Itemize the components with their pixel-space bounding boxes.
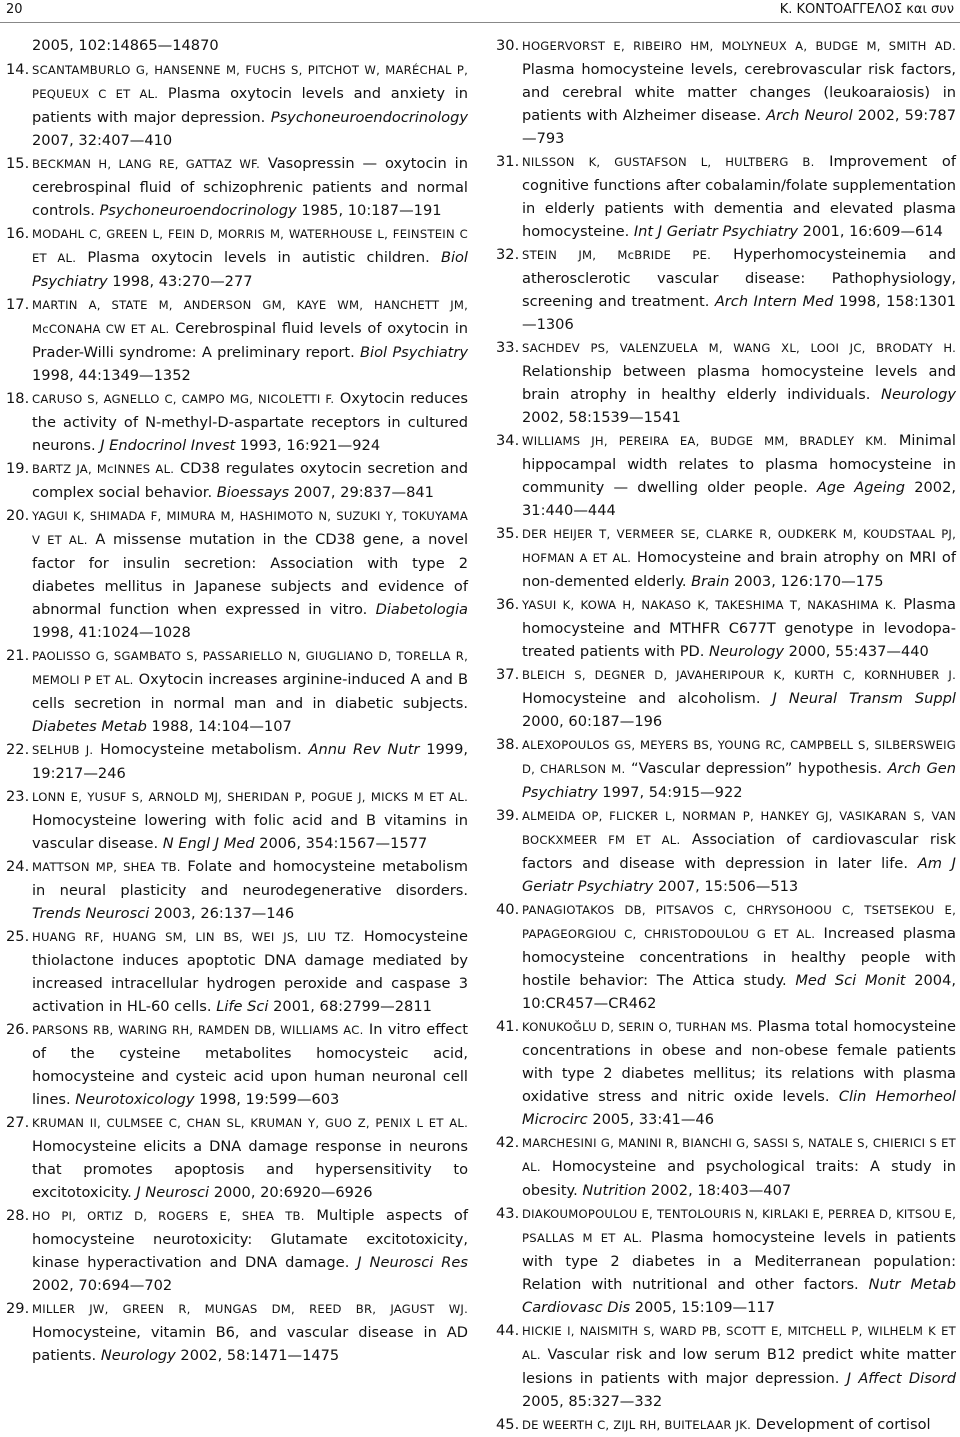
reference-authors: DER HEIJER T, VERMEER SE, CLARKE R, OUDKERK M, KOUDSTAAL PJ, HOFMAN A ET AL. [522,527,956,565]
reference-item [496,593,956,663]
reference-item [6,222,468,293]
reference-authors: DIAKOUMOPOULOU E, TENTOLOURIS N, KIRLAKI E, PERREA D, KITSOU E, PSALLAS M ET AL. [522,1207,956,1245]
reference-journal: Diabetologia [375,601,468,618]
reference-item [6,504,468,644]
reference-journal: J Endocrinol Invest [100,437,236,454]
reference-item [6,785,468,855]
reference-title: Hyperhomocysteinemia and atherosclerotic vascular disease: Pathophysiology, screening and treatment. [522,246,956,310]
reference-authors: YASUI K, KOWA H, NAKASO K, TAKESHIMA T, NAKASHIMA K. [522,598,897,612]
reference-title: Plasma total homocysteine concentrations in obese and non-obese female patients with type 2 diabetes mellitus; its relations with plasma oxidative stress and nitric oxide levels. [522,1018,957,1105]
reference-number: 24. [6,858,30,875]
reference-text [32,387,468,457]
reference-citation: 2003, 26:137—146 [149,905,295,922]
reference-journal: Biol Psychiatry [32,249,468,290]
reference-authors: BARTZ JA, McINNES AL. [32,462,175,476]
reference-authors: DE WEERTH C, ZIJL RH, BUITELAAR JK. [522,1418,752,1432]
reference-journal: Med Sci Monit [795,972,906,989]
reference-number: 31. [496,153,520,170]
reference-number: 21. [6,647,30,664]
reference-title: Oxytocin increases arginine-induced A and B cells secretion in normal man and in diabetic subjects. [32,671,468,712]
reference-text [32,925,468,1018]
reference-journal: J Affect Disord [846,1370,956,1387]
reference-authors: CARUSO S, AGNELLO C, CAMPO MG, NICOLETTI F. [32,392,335,406]
reference-citation: 2000, 20:6920—6926 [209,1184,373,1201]
reference-text [32,1204,468,1297]
reference-number: 20. [6,507,30,524]
reference-citation: 2007, 15:506—513 [653,878,799,895]
reference-text [32,644,468,738]
reference-title: Folate and homocysteine metabolism in neural plasticity and neurodegenerative disorders. [32,858,468,899]
reference-number: 43. [496,1205,520,1222]
reference-authors: HUANG RF, HUANG SM, LIN BS, WEI JS, LIU TZ. [32,930,355,944]
reference-item [496,336,956,429]
reference-title: Relationship between plasma homocysteine levels and brain atrophy in healthy elderly individuals. [522,363,956,403]
reference-text [32,855,468,925]
reference-number: 34. [496,432,520,449]
reference-authors: MARTIN A, STATE M, ANDERSON GM, KAYE WM, HANCHETT JM, McCONAHA CW ET AL. [32,298,468,336]
reference-authors: PAOLISSO G, SGAMBATO S, PASSARIELLO N, GIUGLIANO D, TORELLA R, MEMOLI P ET AL. [32,649,468,687]
reference-item [496,898,956,1015]
reference-title: Homocysteine and psychological traits: A study in obesity. [522,1158,956,1199]
reference-number: 15. [6,155,30,172]
reference-text [522,150,956,243]
reference-title: Plasma homocysteine levels in patients with type 2 diabetes in a Mediterranean population: Relation with nutritional and other factors. [522,1229,956,1293]
reference-title: Vascular risk and low serum B12 predict white matter lesions in patients with major depression. [522,1346,956,1387]
reference-title: A missense mutation in the CD38 gene, a novel factor for insulin secretion: Association with type 2 diabetes mellitus in Japanese subjects and evidence of abnormal function when expressed in vitro. [32,531,469,618]
reference-journal: Psychoneuroendocrinology [270,109,468,126]
reference-text [522,733,956,804]
reference-text [32,1018,468,1111]
reference-title: Improvement of cognitive functions after cobalamin/folate supplementation in elderly patients with dementia and elevated plasma homocysteine. [522,153,956,240]
reference-citation: 2002, 59:787—793 [522,107,957,147]
reference-text [522,663,956,733]
reference-title: Homocysteine, vitamin B6, and vascular disease in AD patients. [32,1324,468,1364]
reference-journal: Life Sci [216,998,269,1015]
reference-title: Cerebrospinal fluid levels of oxytocin in Prader-Willi syndrome: A preliminary report. [32,320,469,361]
reference-item [496,1202,956,1319]
reference-citation: 2002, 18:403—407 [646,1182,792,1199]
reference-text [522,336,956,429]
reference-number: 38. [496,736,520,753]
reference-citation: 2005, 33:41—46 [587,1111,714,1128]
reference-number: 33. [496,339,520,356]
reference-title: Homocysteine and alcoholism. [522,690,773,707]
reference-number: 40. [496,901,520,918]
reference-authors: HICKIE I, NAISMITH S, WARD PB, SCOTT E, MITCHELL P, WILHELM K ET AL. [522,1324,956,1362]
reference-citation: 1988, 14:104—107 [146,718,292,735]
reference-text [522,243,956,336]
reference-citation: 1998, 41:1024—1028 [32,624,191,641]
reference-citation: 2000, 55:437—440 [784,643,929,660]
reference-title: Association of cardiovascular risk factors and disease with depression in later life. [522,831,956,872]
reference-journal: Am J Geriatr Psychiatry [522,855,956,895]
reference-item [6,1018,468,1111]
reference-number: 18. [6,390,30,407]
reference-number: 37. [496,666,520,683]
reference-title: Plasma homocysteine and MTHFR C677T genotype in levodopa-treated patients with PD. [522,596,956,660]
reference-item [6,925,468,1018]
reference-authors: PANAGIOTAKOS DB, PITSAVOS C, CHRYSOHOOU C, TSETSEKOU E, PAPAGEORGIOU C, CHRISTODOULOU G ET AL. [522,903,956,941]
reference-journal: J Neural Transm Suppl [772,690,956,707]
reference-title: “Vascular depression” hypothesis. [625,760,888,777]
reference-item [496,1413,956,1437]
reference-text [522,429,956,522]
reference-title: Homocysteine elicits a DNA damage response in neurons that promotes apoptosis and hypersensitivity to excitotoxicity. [32,1138,468,1201]
reference-authors: YAGUI K, SHIMADA F, MIMURA M, HASHIMOTO N, SUZUKI Y, TOKUYAMA V ET AL. [32,509,468,547]
reference-title: Minimal hippocampal width relates to plasma homocysteine in community — dwelling older people. [522,432,956,496]
reference-journal: Annu Rev Nutr [308,741,420,758]
reference-journal: Clin Hemorheol Microcirc [522,1088,956,1128]
reference-authors: MODAHL C, GREEN L, FEIN D, MORRIS M, WATERHOUSE L, FEINSTEIN C ET AL. [32,227,468,265]
reference-authors: STEIN JM, McBRIDE PE. [522,248,712,262]
reference-citation: 2000, 60:187—196 [522,713,663,730]
reference-journal: Arch Intern Med [714,293,834,310]
page-header [0,0,960,23]
reference-number: 26. [6,1021,30,1038]
reference-title: Homocysteine lowering with folic acid and B vitamins in vascular disease. [32,812,468,852]
reference-text [522,1015,956,1131]
reference-item [6,644,468,738]
reference-authors: SCANTAMBURLO G, HANSENNE M, FUCHS S, PITCHOT W, MARÉCHAL P, PEQUEUX C ET AL. [32,63,468,101]
reference-number: 16. [6,225,30,242]
reference-text [32,738,468,785]
reference-journal: Bioessays [216,484,290,501]
reference-citation: 2002, 58:1471—1475 [175,1347,340,1364]
reference-text [32,1297,468,1367]
reference-title: CD38 regulates oxytocin secretion and complex social behavior. [32,460,468,501]
reference-authors: NILSSON K, GUSTAFSON L, HULTBERG B. [522,155,815,169]
reference-journal: J Neurosci Res [357,1254,468,1271]
reference-item [6,1111,468,1204]
reference-number: 45. [496,1416,520,1433]
reference-number: 22. [6,741,30,758]
reference-journal: Diabetes Metab [32,718,147,735]
reference-title: Vasopressin — oxytocin in cerebrospinal fluid of schizophrenic patients and normal controls. [32,155,468,219]
reference-item [496,1015,956,1131]
reference-item [6,152,468,222]
reference-citation: 1993, 16:921—924 [235,437,381,454]
reference-text [522,1131,956,1202]
reference-journal: Neurology [100,1347,176,1364]
reference-title: Development of cortisol [751,1416,931,1433]
reference-text [32,293,468,387]
reference-title: Homocysteine thiolactone induces apoptotic DNA damage mediated by increased intracellular hydrogen peroxide and caspase 3 activation in HL-60 cells. [32,928,468,1015]
reference-title: Plasma oxytocin levels and anxiety in patients with major depression. [32,85,468,126]
reference-citation: 1999, 19:217—246 [32,741,468,782]
reference-number: 39. [496,807,520,824]
reference-text [32,785,468,855]
reference-authors: LONN E, YUSUF S, ARNOLD MJ, SHERIDAN P, POGUE J, MICKS M ET AL. [32,790,468,804]
reference-citation: 2002, 70:694—702 [32,1277,173,1294]
reference-item [496,150,956,243]
reference-journal: Age Ageing [816,479,906,496]
reference-citation: 2004, 10:CR457—CR462 [522,972,957,1012]
reference-title: Homocysteine and brain atrophy on MRI of non-demented elderly. [522,549,956,590]
reference-number: 36. [496,596,520,613]
reference-item [496,522,956,593]
reference-number: 19. [6,460,30,477]
reference-citation: 2001, 16:609—614 [798,223,943,240]
reference-authors: ALMEIDA OP, FLICKER L, NORMAN P, HANKEY GJ, VASIKARAN S, VAN BOCKXMEER FM ET AL. [522,809,956,847]
reference-text [32,34,468,58]
reference-authors: MILLER JW, GREEN R, MUNGAS DM, REED BR, JAGUST WJ. [32,1302,468,1316]
reference-journal: Psychoneuroendocrinology [99,202,297,219]
reference-journal: Biol Psychiatry [360,344,468,361]
reference-journal: Trends Neurosci [32,905,150,922]
reference-citation: 1998, 43:270—277 [107,273,253,290]
reference-item [496,733,956,804]
reference-citation: 2007, 29:837—841 [289,484,434,501]
references-left-column [6,34,468,1367]
reference-text [32,1111,468,1204]
page-number: 20 [6,2,23,17]
reference-journal: Nutrition [582,1182,647,1199]
reference-journal: Neurology [881,386,956,403]
reference-citation: 2002, 58:1539—1541 [522,409,681,426]
reference-journal: Int J Geriatr Psychiatry [633,223,799,240]
reference-number: 44. [496,1322,520,1339]
reference-citation: 2006, 354:1567—1577 [254,835,428,852]
reference-number: 27. [6,1114,30,1131]
reference-item [6,1297,468,1367]
reference-number: 14. [6,61,30,78]
reference-text [522,804,956,898]
reference-authors: BLEICH S, DEGNER D, JAVAHERIPOUR K, KURTH C, KORNHUBER J. [522,668,956,682]
reference-title: Homocysteine metabolism. [93,741,309,758]
reference-title: Oxytocin reduces the activity of N-methyl-D-aspartate receptors in cultured neurons. [32,390,468,454]
reference-text [32,504,468,644]
reference-text [522,593,956,663]
reference-authors: SACHDEV PS, VALENZUELA M, WANG XL, LOOI JC, BRODATY H. [522,341,956,355]
reference-number: 28. [6,1207,30,1224]
reference-item [496,663,956,733]
reference-journal: N Engl J Med [162,835,255,852]
reference-authors: PARSONS RB, WARING RH, RAMDEN DB, WILLIAMS AC. [32,1023,364,1037]
reference-text [32,152,468,222]
reference-title: Multiple aspects of homocysteine neurotoxicity: Glutamate excitotoxicity, kinase hyperactivation and DNA damage. [32,1207,468,1271]
reference-item [496,1131,956,1202]
reference-number: 35. [496,525,520,542]
reference-journal: J Neurosci [136,1184,210,1201]
reference-number: 41. [496,1018,520,1035]
reference-number [6,34,32,58]
reference-item [496,1319,956,1413]
reference-authors: HOGERVORST E, RIBEIRO HM, MOLYNEUX A, BUDGE M, SMITH AD. [522,39,956,53]
reference-citation: 1998, 19:599—603 [194,1091,340,1108]
reference-title: Increased plasma homocysteine concentrations in healthy people with hostile behavior: The Attica study. [522,925,956,989]
reference-authors: BECKMAN H, LANG RE, GATTAZ WF. [32,157,260,171]
reference-journal: Nutr Metab Cardiovasc Dis [522,1276,956,1316]
reference-citation: 2005, 85:327—332 [522,1393,663,1410]
reference-item [496,34,956,150]
reference-citation: 1997, 54:915—922 [597,784,743,801]
reference-authors: KONUKOĞLU D, SERIN O, TURHAN MS. [522,1020,753,1034]
reference-citation: 1985, 10:187—191 [296,202,442,219]
reference-number: 25. [6,928,30,945]
reference-citation: 2005, 102:14865—14870 [32,37,219,54]
reference-authors: MATTSON MP, SHEA TB. [32,860,181,874]
reference-journal: Arch Gen Psychiatry [522,760,957,801]
running-head: Κ. ΚΟΝΤΟΑΓΓΕΛΟΣ και συν [779,2,954,17]
reference-number: 42. [496,1134,520,1151]
reference-item [6,1204,468,1297]
reference-title: Plasma homocysteine levels, cerebrovascular risk factors, and cerebral white matter changes (leukoaraiosis) in patients with Alzheimer disease. [522,61,956,124]
reference-item [6,457,468,504]
reference-text [522,1319,956,1413]
reference-journal: Neurology [709,643,784,660]
reference-number: 17. [6,296,30,313]
reference-text [32,222,468,293]
reference-text [522,1202,956,1319]
reference-text [522,34,956,150]
reference-number: 32. [496,246,520,263]
reference-journal: Neurotoxicology [75,1091,195,1108]
reference-number: 29. [6,1300,30,1317]
reference-item [496,804,956,898]
reference-journal: Arch Neurol [766,107,853,124]
reference-number: 23. [6,788,30,805]
reference-text [32,58,468,152]
reference-item [6,58,468,152]
reference-citation: 2001, 68:2799—2811 [268,998,432,1015]
reference-item [496,429,956,522]
reference-text [522,1413,956,1437]
reference-item [6,293,468,387]
reference-text [522,522,956,593]
reference-authors: SELHUB J. [32,743,94,757]
reference-citation: 2007, 32:407—410 [32,132,173,149]
reference-item [6,855,468,925]
reference-citation: 2005, 15:109—117 [630,1299,775,1316]
reference-item [6,387,468,457]
reference-authors: WILLIAMS JH, PEREIRA EA, BUDGE MM, BRADLEY KM. [522,434,888,448]
reference-authors: KRUMAN II, CULMSEE C, CHAN SL, KRUMAN Y, GUO Z, PENIX L ET AL. [32,1116,468,1130]
reference-title: In vitro effect of the cysteine metabolites homocysteic acid, homocysteine and cysteic acid upon human neuronal cell lines. [32,1021,468,1108]
reference-number: 30. [496,37,520,54]
reference-citation: 1998, 158:1301—1306 [522,293,956,333]
reference-citation: 1998, 44:1349—1352 [32,367,191,384]
reference-text [32,457,468,504]
reference-authors: ALEXOPOULOS GS, MEYERS BS, YOUNG RC, CAMPBELL S, SILBERSWEIG D, CHARLSON M. [522,738,956,776]
reference-authors: HO PI, ORTIZ D, ROGERS E, SHEA TB. [32,1209,305,1223]
reference-journal: Brain [691,573,730,590]
reference-item [496,243,956,336]
reference-title: Plasma oxytocin levels in autistic children. [76,249,441,266]
reference-citation: 2003, 126:170—175 [729,573,884,590]
reference-authors: MARCHESINI G, MANINI R, BIANCHI G, SASSI S, NATALE S, CHIERICI S ET AL. [522,1136,956,1174]
reference-item [6,738,468,785]
reference-citation: 2002, 31:440—444 [522,479,956,519]
references-right-column [496,34,956,1437]
reference-text [522,898,956,1015]
reference-item [6,34,468,58]
